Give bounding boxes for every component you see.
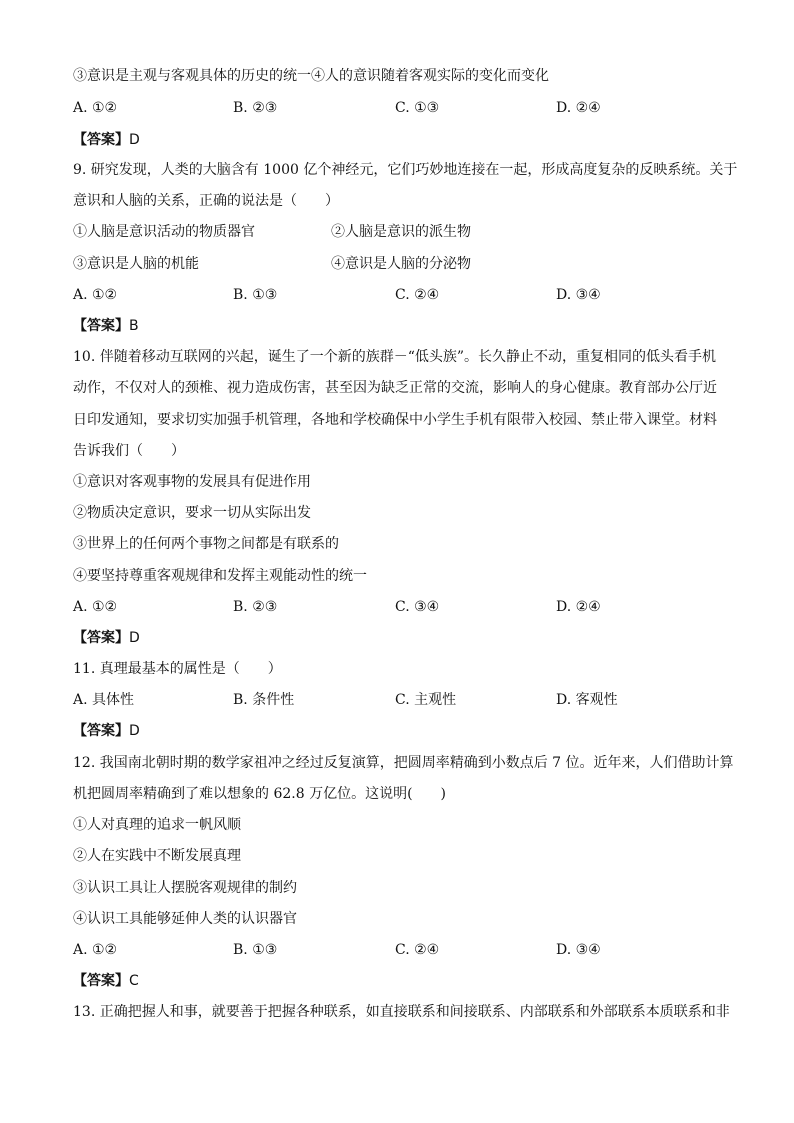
q10-option-d: D. ②④ bbox=[556, 599, 601, 615]
q10-stem-line-4: 告诉我们（ ） bbox=[73, 443, 185, 459]
q12-option-a: A. ①② bbox=[73, 942, 118, 958]
answer-label: 【答案】 bbox=[73, 132, 129, 148]
q10-option-b: B. ②③ bbox=[233, 599, 278, 615]
q8-item-3-4: ③意识是主观与客观具体的历史的统一④人的意识随着客观实际的变化而变化 bbox=[73, 68, 549, 84]
q11-option-a: A. 具体性 bbox=[73, 692, 135, 708]
q9-item-2: ②人脑是意识的派生物 bbox=[331, 224, 471, 240]
q12-item-2: ②人在实践中不断发展真理 bbox=[73, 848, 241, 864]
q10-option-c: C. ③④ bbox=[395, 599, 440, 615]
q12-option-c: C. ②④ bbox=[395, 942, 440, 958]
q9-option-b: B. ①③ bbox=[233, 287, 278, 303]
answer-label: 【答案】 bbox=[73, 973, 129, 989]
answer-label: 【答案】 bbox=[73, 318, 129, 334]
answer-label: 【答案】 bbox=[73, 723, 129, 739]
q9-option-c: C. ②④ bbox=[395, 287, 440, 303]
q10-item-1: ①意识对客观事物的发展具有促进作用 bbox=[73, 474, 311, 490]
q12-option-d: D. ③④ bbox=[556, 942, 601, 958]
answer-value: D bbox=[129, 723, 140, 739]
q12-item-4: ④认识工具能够延伸人类的认识器官 bbox=[73, 911, 297, 927]
q9-stem-line-1: 9. 研究发现，人类的大脑含有 1000 亿个神经元，它们巧妙地连接在一起，形成高度复杂的反映系统。关于 bbox=[73, 162, 738, 178]
q8-option-b: B. ②③ bbox=[233, 100, 278, 116]
q12-stem-line-1: 12. 我国南北朝时期的数学家祖冲之经过反复演算，把圆周率精确到小数点后 7 位。近年来，人们借助计算 bbox=[73, 755, 734, 771]
q12-item-1: ①人对真理的追求一帆风顺 bbox=[73, 817, 241, 833]
q9-item-4: ④意识是人脑的分泌物 bbox=[331, 256, 471, 272]
q8-option-a: A. ①② bbox=[73, 100, 118, 116]
q12-option-b: B. ①③ bbox=[233, 942, 278, 958]
q9-item-1: ①人脑是意识活动的物质器官 bbox=[73, 224, 255, 240]
q9-items-row-1 bbox=[73, 222, 733, 242]
q10-item-4: ④要坚持尊重客观规律和发挥主观能动性的统一 bbox=[73, 568, 367, 584]
answer-value: C bbox=[129, 973, 139, 989]
q10-options bbox=[73, 597, 733, 617]
q13-stem-line-1: 13. 正确把握人和事，就要善于把握各种联系，如直接联系和间接联系、内部联系和外部联系本质联系和非 bbox=[73, 1004, 730, 1020]
answer-label: 【答案】 bbox=[73, 630, 129, 646]
q11-option-b: B. 条件性 bbox=[233, 692, 295, 708]
q12-item-3: ③认识工具让人摆脱客观规律的制约 bbox=[73, 880, 297, 896]
q11-option-c: C. 主观性 bbox=[395, 692, 457, 708]
q9-option-d: D. ③④ bbox=[556, 287, 601, 303]
q9-item-3: ③意识是人脑的机能 bbox=[73, 256, 199, 272]
q10-item-2: ②物质决定意识，要求一切从实际出发 bbox=[73, 505, 311, 521]
answer-value: D bbox=[129, 132, 140, 148]
q9-option-a: A. ①② bbox=[73, 287, 118, 303]
q12-options bbox=[73, 940, 733, 960]
q8-answer bbox=[73, 130, 140, 150]
q11-stem-line-1: 11. 真理最基本的属性是（ ） bbox=[73, 661, 282, 677]
q8-option-c: C. ①③ bbox=[395, 100, 440, 116]
q11-options bbox=[73, 690, 733, 710]
q8-option-d: D. ②④ bbox=[556, 100, 601, 116]
q9-items-row-2 bbox=[73, 254, 733, 274]
q10-stem-line-1: 10. 伴随着移动互联网的兴起，诞生了一个新的族群－“低头族”。长久静止不动，重复相同的低头看手机 bbox=[73, 349, 717, 365]
q10-option-a: A. ①② bbox=[73, 599, 118, 615]
q12-answer bbox=[73, 971, 139, 991]
q9-stem-line-2: 意识和人脑的关系，正确的说法是（ ） bbox=[73, 193, 339, 209]
q10-stem-line-2: 动作，不仅对人的颈椎、视力造成伤害，甚至因为缺乏正常的交流，影响人的身心健康。教育部办公厅近 bbox=[73, 380, 717, 396]
q12-stem-line-2: 机把圆周率精确到了难以想象的 62.8 万亿位。这说明( ) bbox=[73, 786, 446, 802]
q10-item-3: ③世界上的任何两个事物之间都是有联系的 bbox=[73, 536, 339, 552]
q11-answer bbox=[73, 721, 140, 741]
answer-value: B bbox=[129, 318, 139, 334]
q9-options bbox=[73, 285, 733, 305]
answer-value: D bbox=[129, 630, 140, 646]
q9-answer bbox=[73, 316, 139, 336]
q11-option-d: D. 客观性 bbox=[556, 692, 618, 708]
q8-options bbox=[73, 98, 733, 118]
q10-stem-line-3: 日印发通知，要求切实加强手机管理，各地和学校确保中小学生手机有限带入校园、禁止带入课堂。材料 bbox=[73, 412, 717, 428]
q10-answer bbox=[73, 628, 140, 648]
